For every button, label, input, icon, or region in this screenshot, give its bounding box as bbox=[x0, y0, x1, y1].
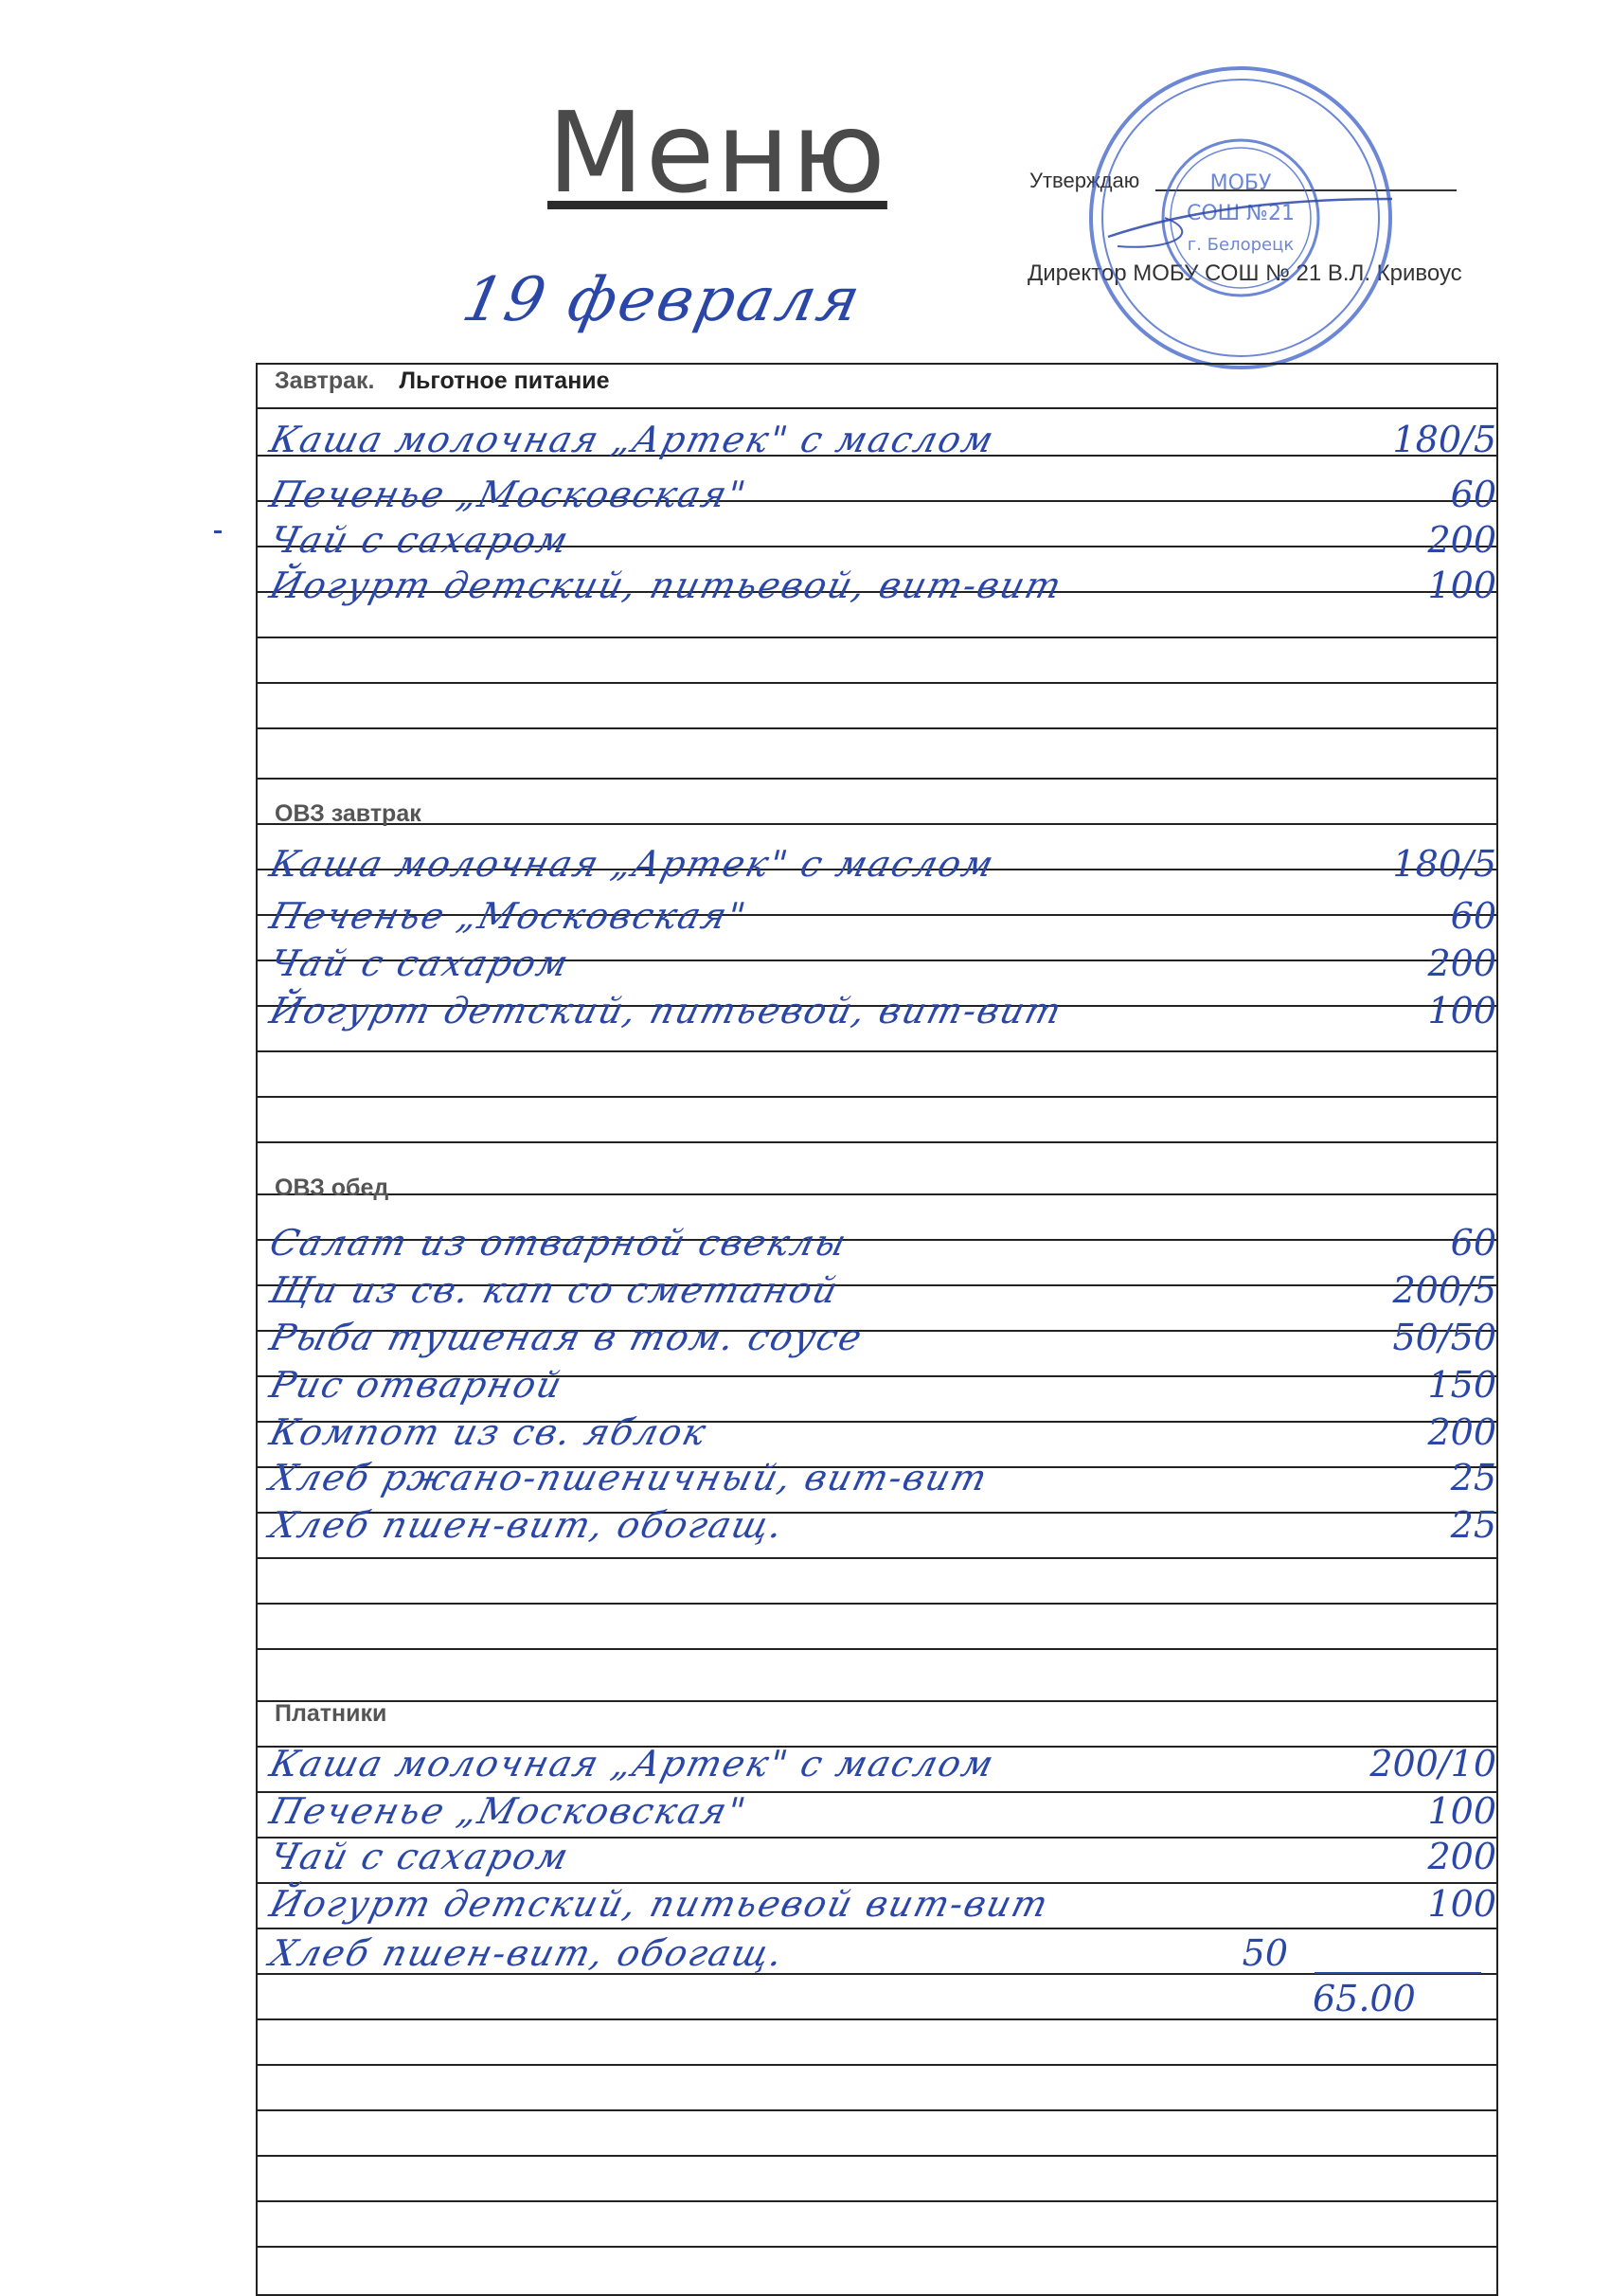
menu-date: 19 февраля bbox=[456, 265, 869, 335]
dish-qty: 200/5 bbox=[1392, 1269, 1496, 1311]
table-rule bbox=[258, 1141, 1496, 1143]
dish-qty: 100 bbox=[1427, 565, 1496, 606]
table-rule bbox=[258, 2155, 1496, 2157]
school-seal-stamp bbox=[1080, 57, 1402, 379]
section-title-paid bbox=[275, 1700, 386, 1728]
table-rule bbox=[258, 2018, 1496, 2020]
dish-qty: 200/10 bbox=[1369, 1743, 1496, 1785]
table-rule bbox=[258, 1603, 1496, 1605]
menu-item bbox=[256, 1504, 1506, 1546]
table-rule bbox=[258, 727, 1496, 729]
dish-name: Рыба тушеная в том. соусе bbox=[265, 1317, 868, 1358]
menu-item bbox=[256, 565, 1506, 606]
menu-item bbox=[256, 474, 1506, 515]
dish-name: Печенье „Московская" bbox=[265, 895, 752, 937]
dish-qty: 50 bbox=[1242, 1932, 1288, 1974]
dish-name: Щи из св. кап со сметаной bbox=[265, 1269, 844, 1311]
section-title-text: Завтрак. bbox=[275, 368, 375, 394]
menu-item bbox=[256, 1317, 1506, 1358]
menu-item bbox=[256, 419, 1506, 460]
total-amount: 65.00 bbox=[1313, 1978, 1416, 2019]
section-title-text: ОВЗ обед bbox=[275, 1175, 389, 1201]
table-rule bbox=[258, 1700, 1496, 1702]
dish-qty: 180/5 bbox=[1392, 419, 1496, 460]
section-title-ovz-lunch bbox=[275, 1175, 388, 1202]
dish-qty: 200 bbox=[1427, 1836, 1496, 1877]
dish-name: Рис отварной bbox=[265, 1364, 568, 1406]
table-rule bbox=[258, 2109, 1496, 2111]
dish-qty: 200 bbox=[1427, 519, 1496, 561]
section-title-breakfast bbox=[275, 368, 610, 395]
dish-name: Компот из св. яблок bbox=[265, 1411, 712, 1453]
menu-item bbox=[256, 1743, 1506, 1785]
dish-name: Хлеб пшен-вит, обогащ. bbox=[265, 1504, 790, 1546]
dish-qty: 100 bbox=[1427, 1883, 1496, 1925]
dish-qty: 25 bbox=[1450, 1457, 1496, 1498]
dish-qty: 100 bbox=[1427, 1790, 1496, 1832]
table-rule bbox=[258, 1050, 1496, 1052]
ink-speck bbox=[214, 530, 222, 533]
dish-name: Чай с сахаром bbox=[265, 519, 575, 561]
menu-item bbox=[256, 1364, 1506, 1406]
dish-name: Каша молочная „Артек" с маслом bbox=[265, 843, 1000, 885]
approve-label: Утверждаю bbox=[1029, 169, 1140, 192]
menu-item bbox=[256, 1790, 1506, 1832]
menu-item bbox=[256, 519, 1506, 561]
table-rule bbox=[258, 778, 1496, 780]
stamp-line-2: СОШ №21 bbox=[1186, 202, 1296, 225]
menu-item bbox=[256, 1883, 1506, 1925]
menu-item bbox=[256, 1222, 1506, 1264]
total-underline bbox=[1315, 1972, 1481, 1974]
dish-qty: 100 bbox=[1427, 990, 1496, 1031]
stamp-line-1: МОБУ bbox=[1209, 171, 1272, 195]
dish-name: Йогурт детский, питьевой, вит-вит bbox=[265, 565, 1067, 606]
dish-name: Печенье „Московская" bbox=[265, 1790, 752, 1832]
table-rule bbox=[258, 1557, 1496, 1559]
dish-qty: 180/5 bbox=[1392, 843, 1496, 885]
menu-item bbox=[256, 1411, 1506, 1453]
dish-qty: 200 bbox=[1427, 1411, 1496, 1453]
table-rule bbox=[258, 2064, 1496, 2066]
dish-qty: 60 bbox=[1450, 895, 1496, 937]
table-rule bbox=[258, 682, 1496, 684]
dish-name: Хлеб ржано-пшеничный, вит-вит bbox=[265, 1457, 993, 1498]
table-rule bbox=[258, 2246, 1496, 2248]
menu-item bbox=[256, 942, 1506, 984]
section-title-ovz-breakfast bbox=[275, 800, 421, 828]
table-rule bbox=[258, 407, 1496, 409]
stamp-line-3: г. Белорецк bbox=[1187, 235, 1295, 255]
dish-name: Чай с сахаром bbox=[265, 942, 575, 984]
dish-qty: 150 bbox=[1427, 1364, 1496, 1406]
menu-item bbox=[256, 1269, 1506, 1311]
table-rule bbox=[258, 637, 1496, 638]
table-rule bbox=[258, 363, 1496, 365]
menu-item bbox=[256, 843, 1506, 885]
dish-qty: 60 bbox=[1450, 474, 1496, 515]
dish-name: Йогурт детский, питьевой вит-вит bbox=[265, 1883, 1054, 1925]
section-subtitle: Льготное питание bbox=[399, 368, 610, 394]
dish-name: Салат из отварной свеклы bbox=[265, 1222, 852, 1264]
dish-qty: 50/50 bbox=[1392, 1317, 1496, 1358]
menu-item bbox=[256, 990, 1506, 1031]
dish-name: Каша молочная „Артек" с маслом bbox=[265, 1743, 1000, 1785]
director-line: Директор МОБУ СОШ № 21 В.Л. Кривоус bbox=[1028, 260, 1462, 286]
menu-item bbox=[256, 895, 1506, 937]
section-title-text: Платники bbox=[275, 1700, 387, 1727]
menu-item bbox=[256, 1932, 1297, 1974]
menu-item bbox=[256, 1457, 1506, 1498]
page-title: Меню bbox=[547, 87, 887, 218]
dish-qty: 200 bbox=[1427, 942, 1496, 984]
menu-item bbox=[256, 1836, 1506, 1877]
dish-name: Хлеб пшен-вит, обогащ. bbox=[265, 1932, 790, 1974]
dish-name: Йогурт детский, питьевой, вит-вит bbox=[265, 990, 1067, 1031]
table-rule bbox=[258, 823, 1496, 825]
table-rule bbox=[258, 1096, 1496, 1098]
dish-qty: 60 bbox=[1450, 1222, 1496, 1264]
dish-name: Каша молочная „Артек" с маслом bbox=[265, 419, 1000, 460]
table-rule bbox=[258, 1193, 1496, 1195]
table-rule bbox=[258, 2200, 1496, 2202]
dish-name: Чай с сахаром bbox=[265, 1836, 575, 1877]
table-rule bbox=[258, 1928, 1496, 1929]
table-rule bbox=[258, 1648, 1496, 1650]
dish-name: Печенье „Московская" bbox=[265, 474, 752, 515]
section-title-text: ОВЗ завтрак bbox=[275, 800, 421, 827]
dish-qty: 25 bbox=[1450, 1504, 1496, 1546]
